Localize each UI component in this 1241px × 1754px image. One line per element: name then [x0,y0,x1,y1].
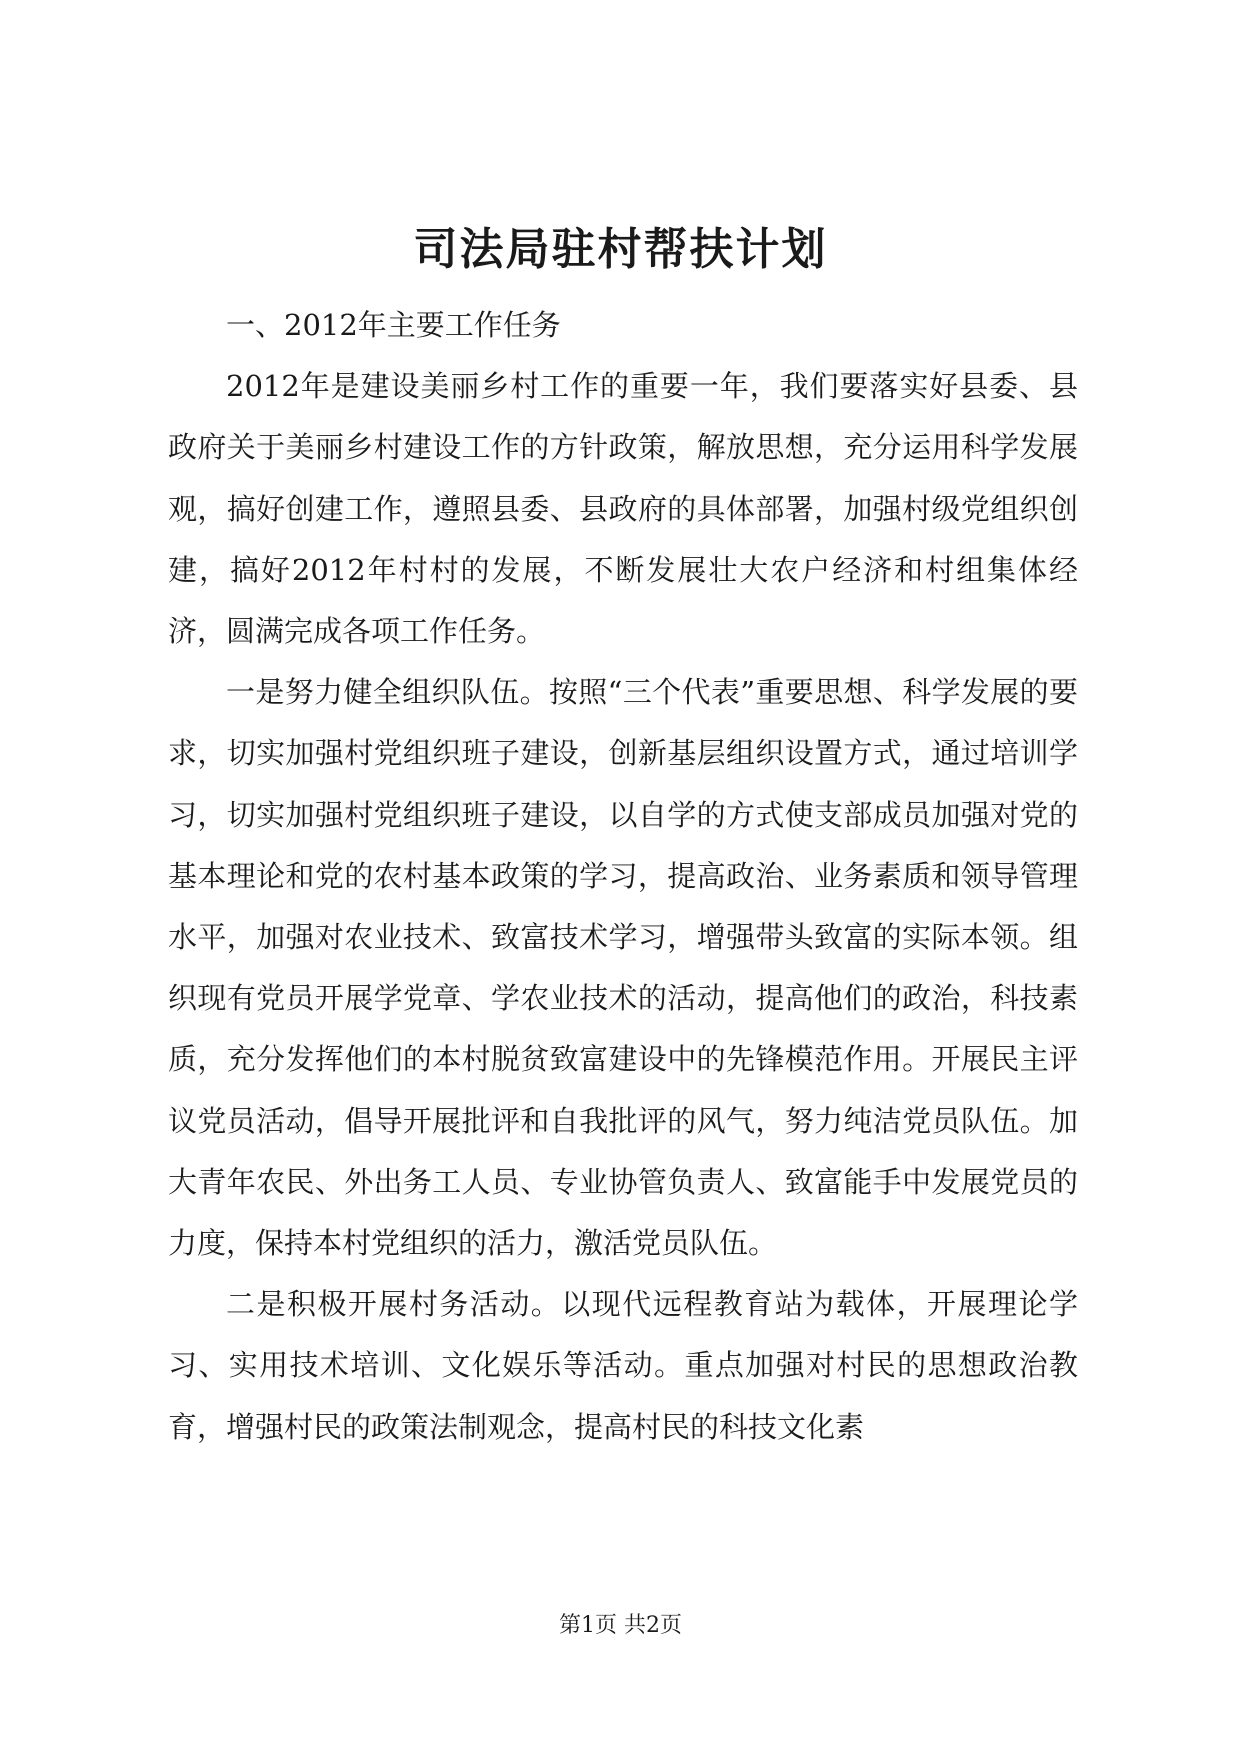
section-heading: 一、2012年主要工作任务 [226,308,561,342]
page-footer: 第1页 共2页 [559,1613,682,1638]
document-title: 司法局驻村帮扶计划 [413,224,828,275]
paragraph-village-affairs: 二是积极开展村务活动。以现代远程教育站为载体，开展理论学习、实用技术培训、文化娱乐等活动。重点加强对村民的思想政治教育，增强村民的政策法制观念，提高村民的科技文化素 [168,1287,1078,1444]
document-body [168,295,1078,1458]
paragraph-organization: 一是努力健全组织队伍。按照“三个代表”重要思想、科学发展的要求，切实加强村党组织班子建设，创新基层组织设置方式，通过培训学习，切实加强村党组织班子建设，以自学的方式使支部成员加强对党的基本理论和党的农村基本政策的学习，提高政治、业务素质和领导管理水平，加强对农业技术、致富技术学习，增强带头致富的实际本领。组织现有党员开展学党章、学农业技术的活动，提高他们的政治，科技素质，充分发挥他们的本村脱贫致富建设中的先锋模范作用。开展民主评议党员活动，倡导开展批评和自我批评的风气，努力纯洁党员队伍。加大青年农民、外出务工人员、专业协管负责人、致富能手中发展党员的力度，保持本村党组织的活力，激活党员队伍。 [168,675,1078,1261]
paragraph-intro: 2012年是建设美丽乡村工作的重要一年，我们要落实好县委、县政府关于美丽乡村建设工作的方针政策，解放思想，充分运用科学发展观，搞好创建工作，遵照县委、县政府的具体部署，加强村级党组织创建，搞好2012年村村的发展，不断发展壮大农户经济和村组集体经济，圆满完成各项工作任务。 [168,369,1078,649]
